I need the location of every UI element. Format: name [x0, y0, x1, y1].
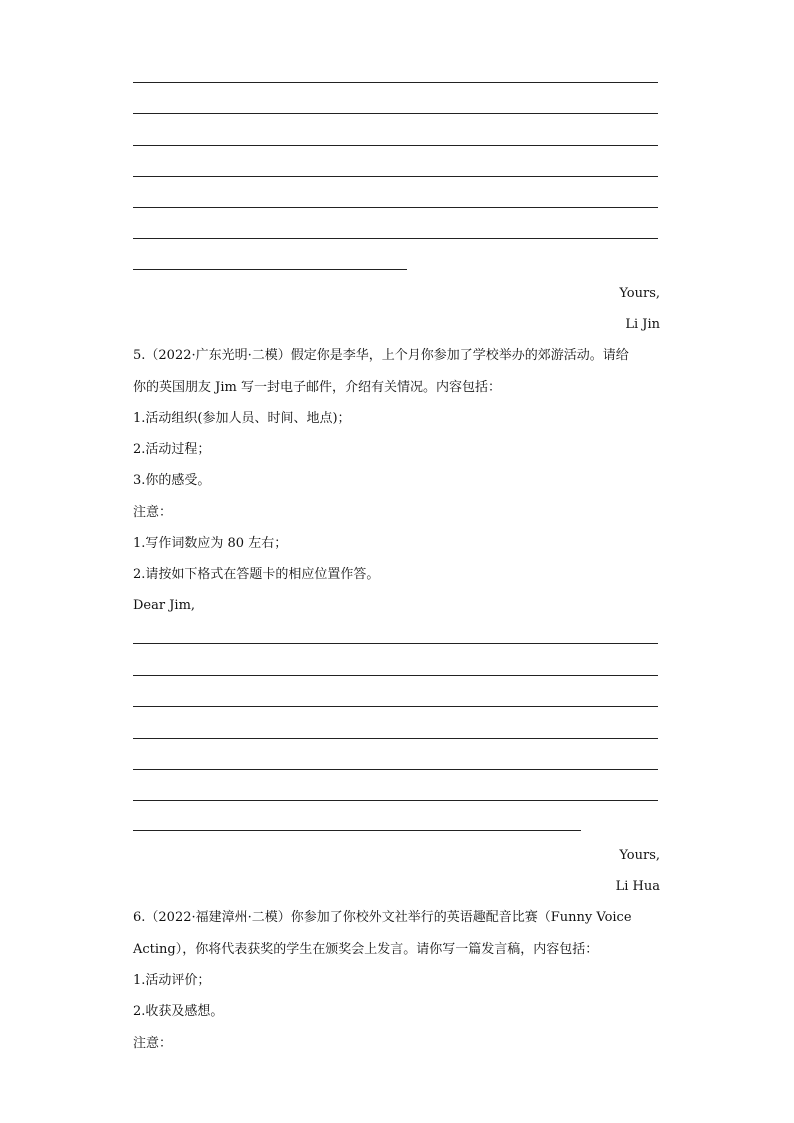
note-item: 2.请按如下格式在答题卡的相应位置作答。 [133, 567, 380, 582]
writing-line [133, 769, 658, 770]
writing-line [133, 176, 658, 177]
content-item: 3.你的感受。 [133, 473, 211, 488]
note-item: 1.写作词数应为 80 左右； [133, 536, 288, 551]
writing-line-short [133, 830, 581, 831]
content-item: 1.活动评价； [133, 973, 211, 988]
question-text-line: （2022·广东光明·二模）假定你是李华，上个月你参加了学校举办的郊游活动。请给 [145, 348, 629, 363]
writing-line [133, 238, 658, 239]
signature-text: Li Hua [615, 879, 660, 894]
question-number: 6. [133, 910, 146, 925]
salutation-text: Dear Jim, [133, 598, 196, 613]
signature-text: Li Jin [625, 317, 660, 332]
writing-line [133, 82, 658, 83]
question-text-line: Acting），你将代表获奖的学生在颁奖会上发言。请你写一篇发言稿，内容包括： [133, 942, 599, 957]
closing-text: Yours, [619, 286, 660, 301]
question-number: 5. [133, 348, 146, 363]
content-item: 2.活动过程； [133, 442, 211, 457]
writing-line [133, 113, 658, 114]
writing-line [133, 145, 658, 146]
note-label: 注意： [133, 1036, 173, 1051]
question-text-line: 你的英国朋友 Jim 写一封电子邮件，介绍有关情况。内容包括： [133, 380, 501, 395]
question-6-heading [133, 909, 632, 927]
question-text-line: （2022·福建漳州·二模）你参加了你校外文社举行的英语趣配音比赛（Funny Voice [145, 910, 632, 925]
content-item: 2.收获及感想。 [133, 1004, 224, 1019]
writing-line [133, 675, 658, 676]
content-item: 1.活动组织(参加人员、时间、地点)； [133, 411, 351, 426]
writing-line [133, 643, 658, 644]
closing-text: Yours, [619, 848, 660, 863]
writing-line [133, 738, 658, 739]
writing-line-short [133, 269, 407, 270]
note-label: 注意： [133, 505, 173, 520]
writing-line [133, 207, 658, 208]
question-5-heading [133, 347, 629, 365]
writing-line [133, 800, 658, 801]
writing-line [133, 706, 658, 707]
